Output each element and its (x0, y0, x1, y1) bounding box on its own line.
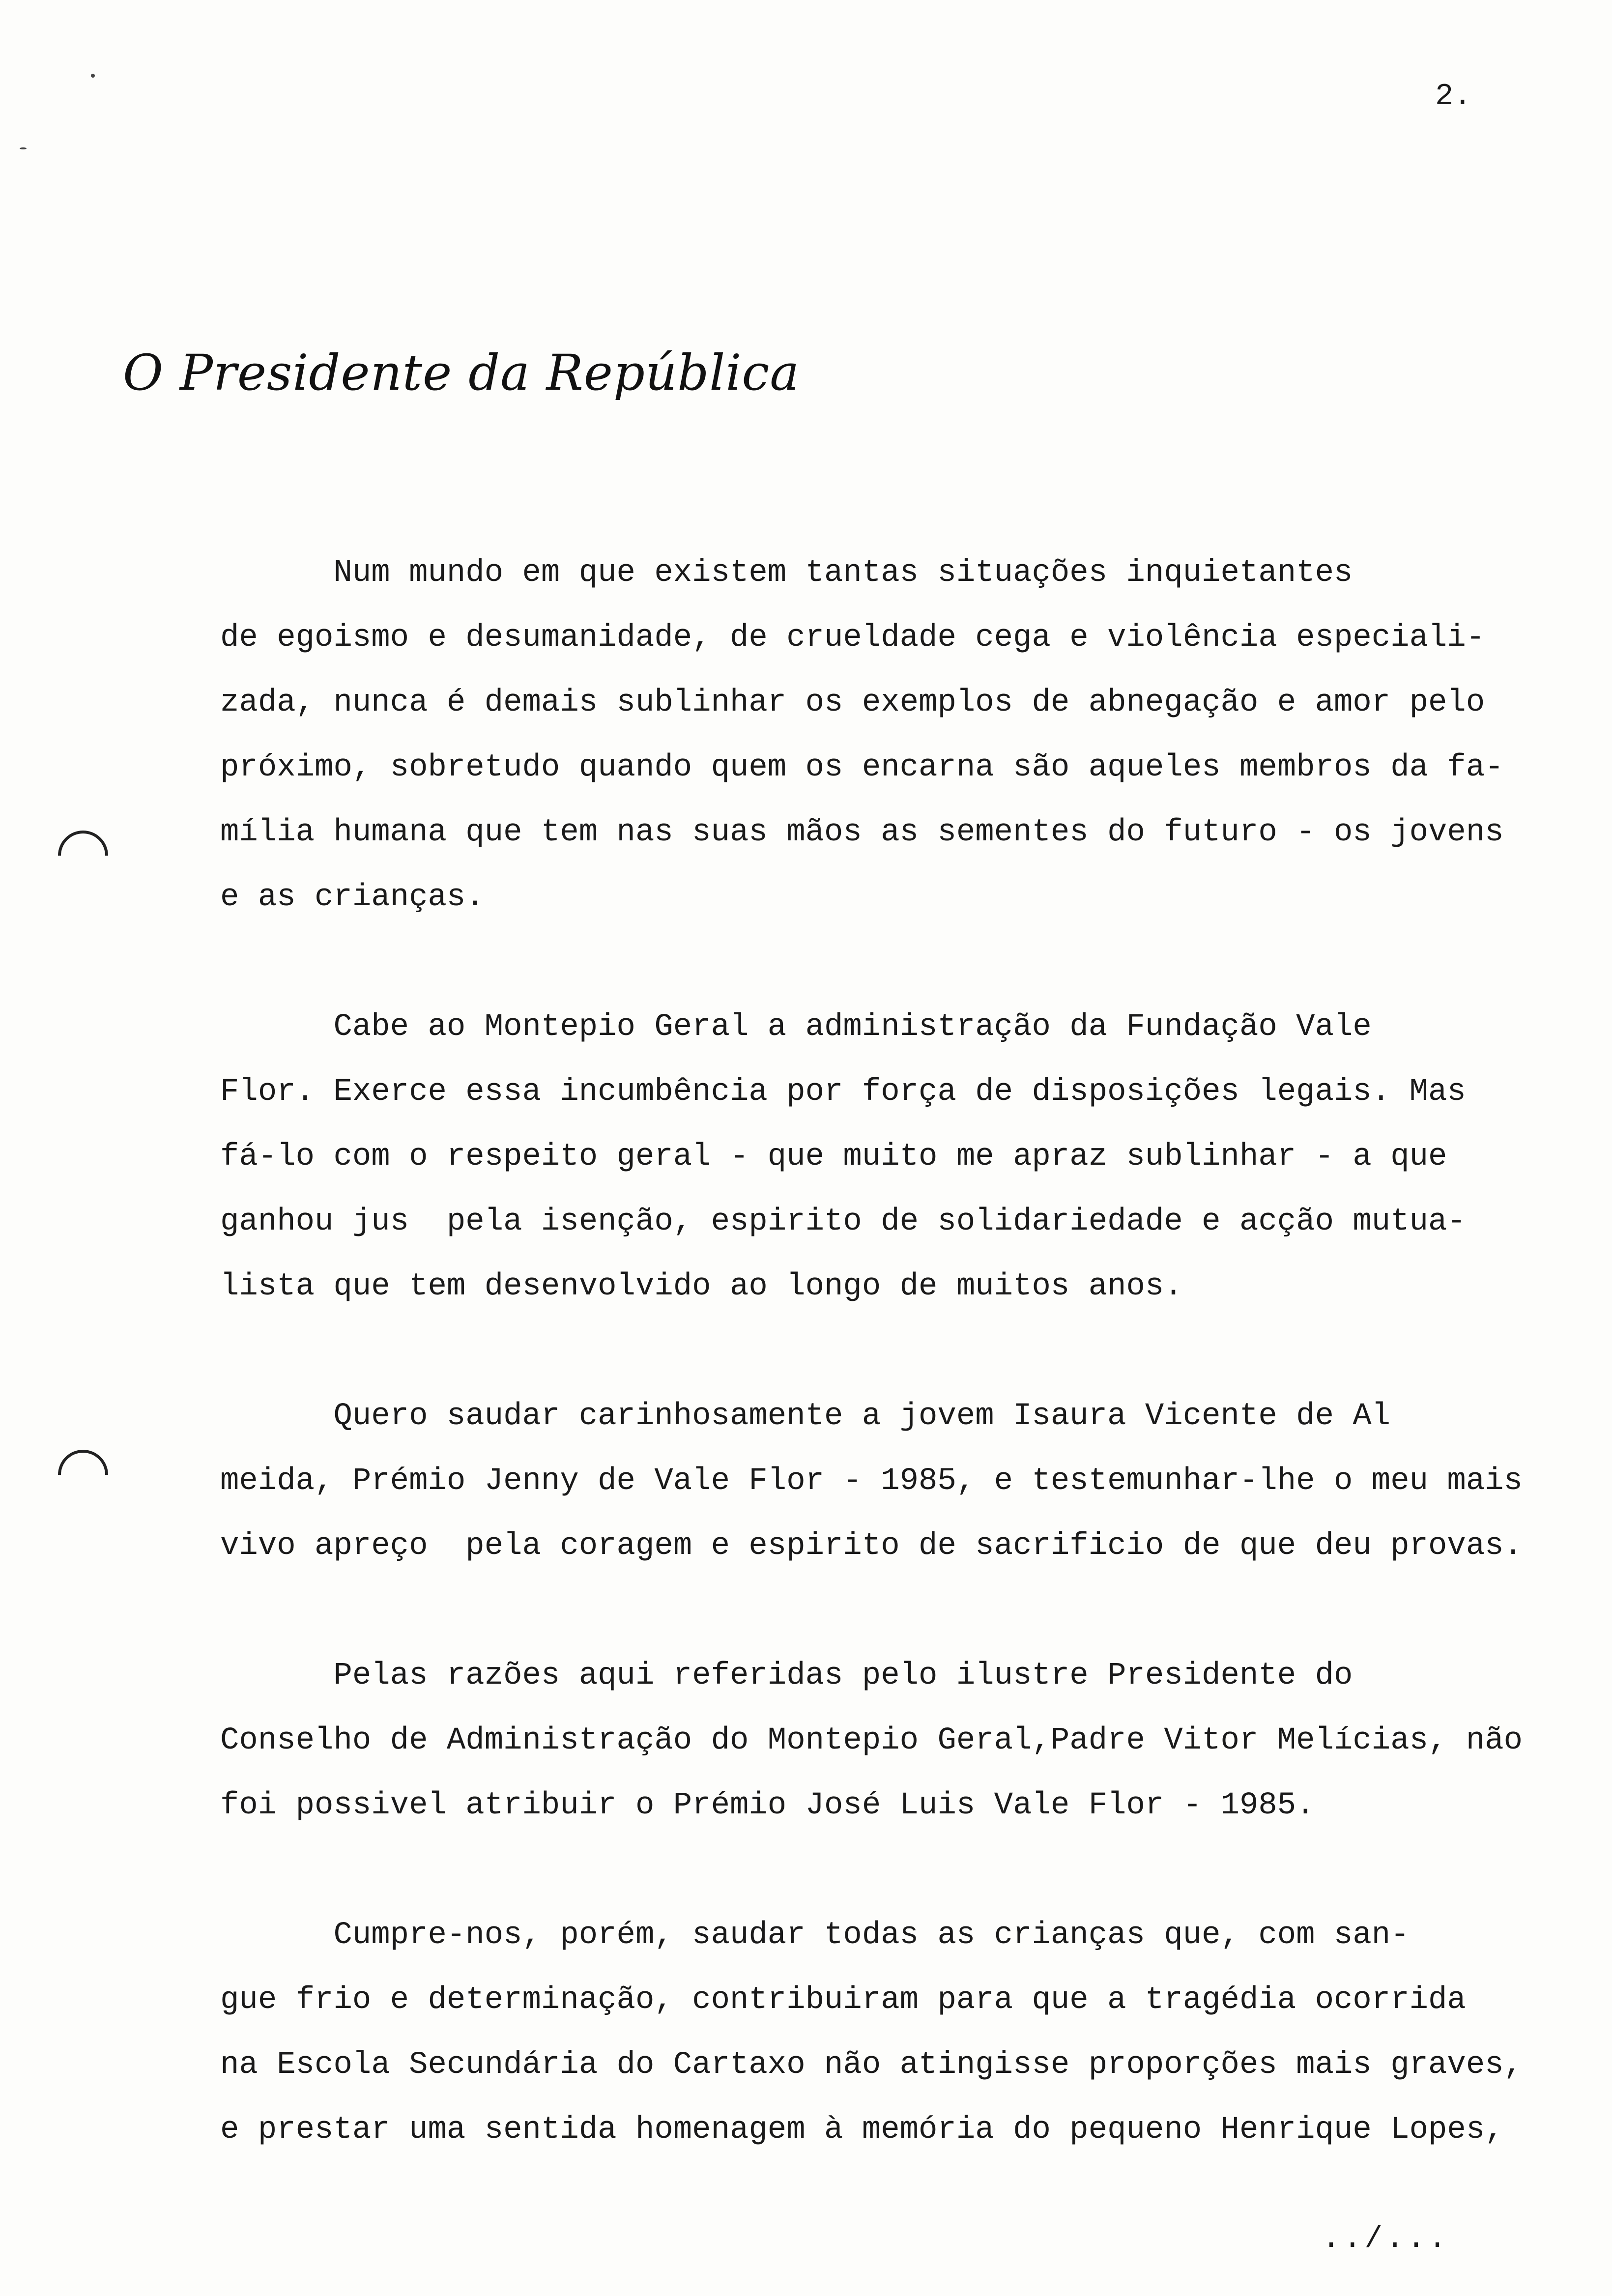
letterhead-title: O Presidente da República (123, 344, 800, 402)
text-line: meida, Prémio Jenny de Vale Flor - 1985, e testemunhar-lhe o meu mais (220, 1464, 1523, 1499)
text-line: na Escola Secundária do Cartaxo não atingisse proporções mais graves, (220, 2047, 1523, 2083)
text-line: Pelas razões aqui referidas pelo ilustre Presidente do (220, 1658, 1353, 1693)
paragraph (220, 1903, 1586, 2162)
paragraph (220, 1643, 1586, 1838)
text-line: e prestar uma sentida homenagem à memória do pequeno Henrique Lopes, (220, 2112, 1504, 2148)
text-line: lista que tem desenvolvido ao longo de muitos anos. (220, 1269, 1183, 1304)
text-line: Quero saudar carinhosamente a jovem Isaura Vicente de Al (220, 1399, 1391, 1434)
continuation-mark: ../... (1322, 2221, 1450, 2256)
text-line: de egoismo e desumanidade, de crueldade cega e violência especiali- (220, 620, 1485, 656)
text-line: próximo, sobretudo quando quem os encarna são aqueles membros da fa- (220, 750, 1504, 785)
text-line: vivo apreço pela coragem e espirito de sacrificio de que deu provas. (220, 1528, 1523, 1564)
text-line: Num mundo em que existem tantas situações inquietantes (220, 555, 1353, 591)
scan-speck (91, 74, 95, 78)
paragraph (220, 1384, 1586, 1578)
paragraph (220, 541, 1586, 930)
text-line: zada, nunca é demais sublinhar os exemplos de abnegação e amor pelo (220, 685, 1485, 720)
text-line: foi possivel atribuir o Prémio José Luis Vale Flor - 1985. (220, 1788, 1315, 1823)
scan-speck (20, 147, 27, 149)
text-line: Cumpre-nos, porém, saudar todas as crianças que, com san- (220, 1918, 1410, 1953)
letter-body (220, 541, 1586, 2227)
text-line: e as crianças. (220, 880, 485, 915)
text-line: mília humana que tem nas suas mãos as sementes do futuro - os jovens (220, 815, 1504, 850)
text-line: fá-lo com o respeito geral - que muito me apraz sublinhar - a que (220, 1139, 1447, 1175)
paragraph (220, 995, 1586, 1319)
punch-hole-mark (48, 1439, 118, 1510)
punch-hole-mark (48, 820, 118, 891)
text-line: Cabe ao Montepio Geral a administração da Fundação Vale (220, 1009, 1372, 1045)
page-number: 2. (1435, 79, 1472, 114)
text-line: gue frio e determinação, contribuiram para que a tragédia ocorrida (220, 1982, 1466, 2018)
text-line: ganhou jus pela isenção, espirito de solidariedade e acção mutua- (220, 1204, 1466, 1239)
text-line: Conselho de Administração do Montepio Geral,Padre Vitor Melícias, não (220, 1723, 1523, 1758)
text-line: Flor. Exerce essa incumbência por força de disposições legais. Mas (220, 1074, 1466, 1110)
